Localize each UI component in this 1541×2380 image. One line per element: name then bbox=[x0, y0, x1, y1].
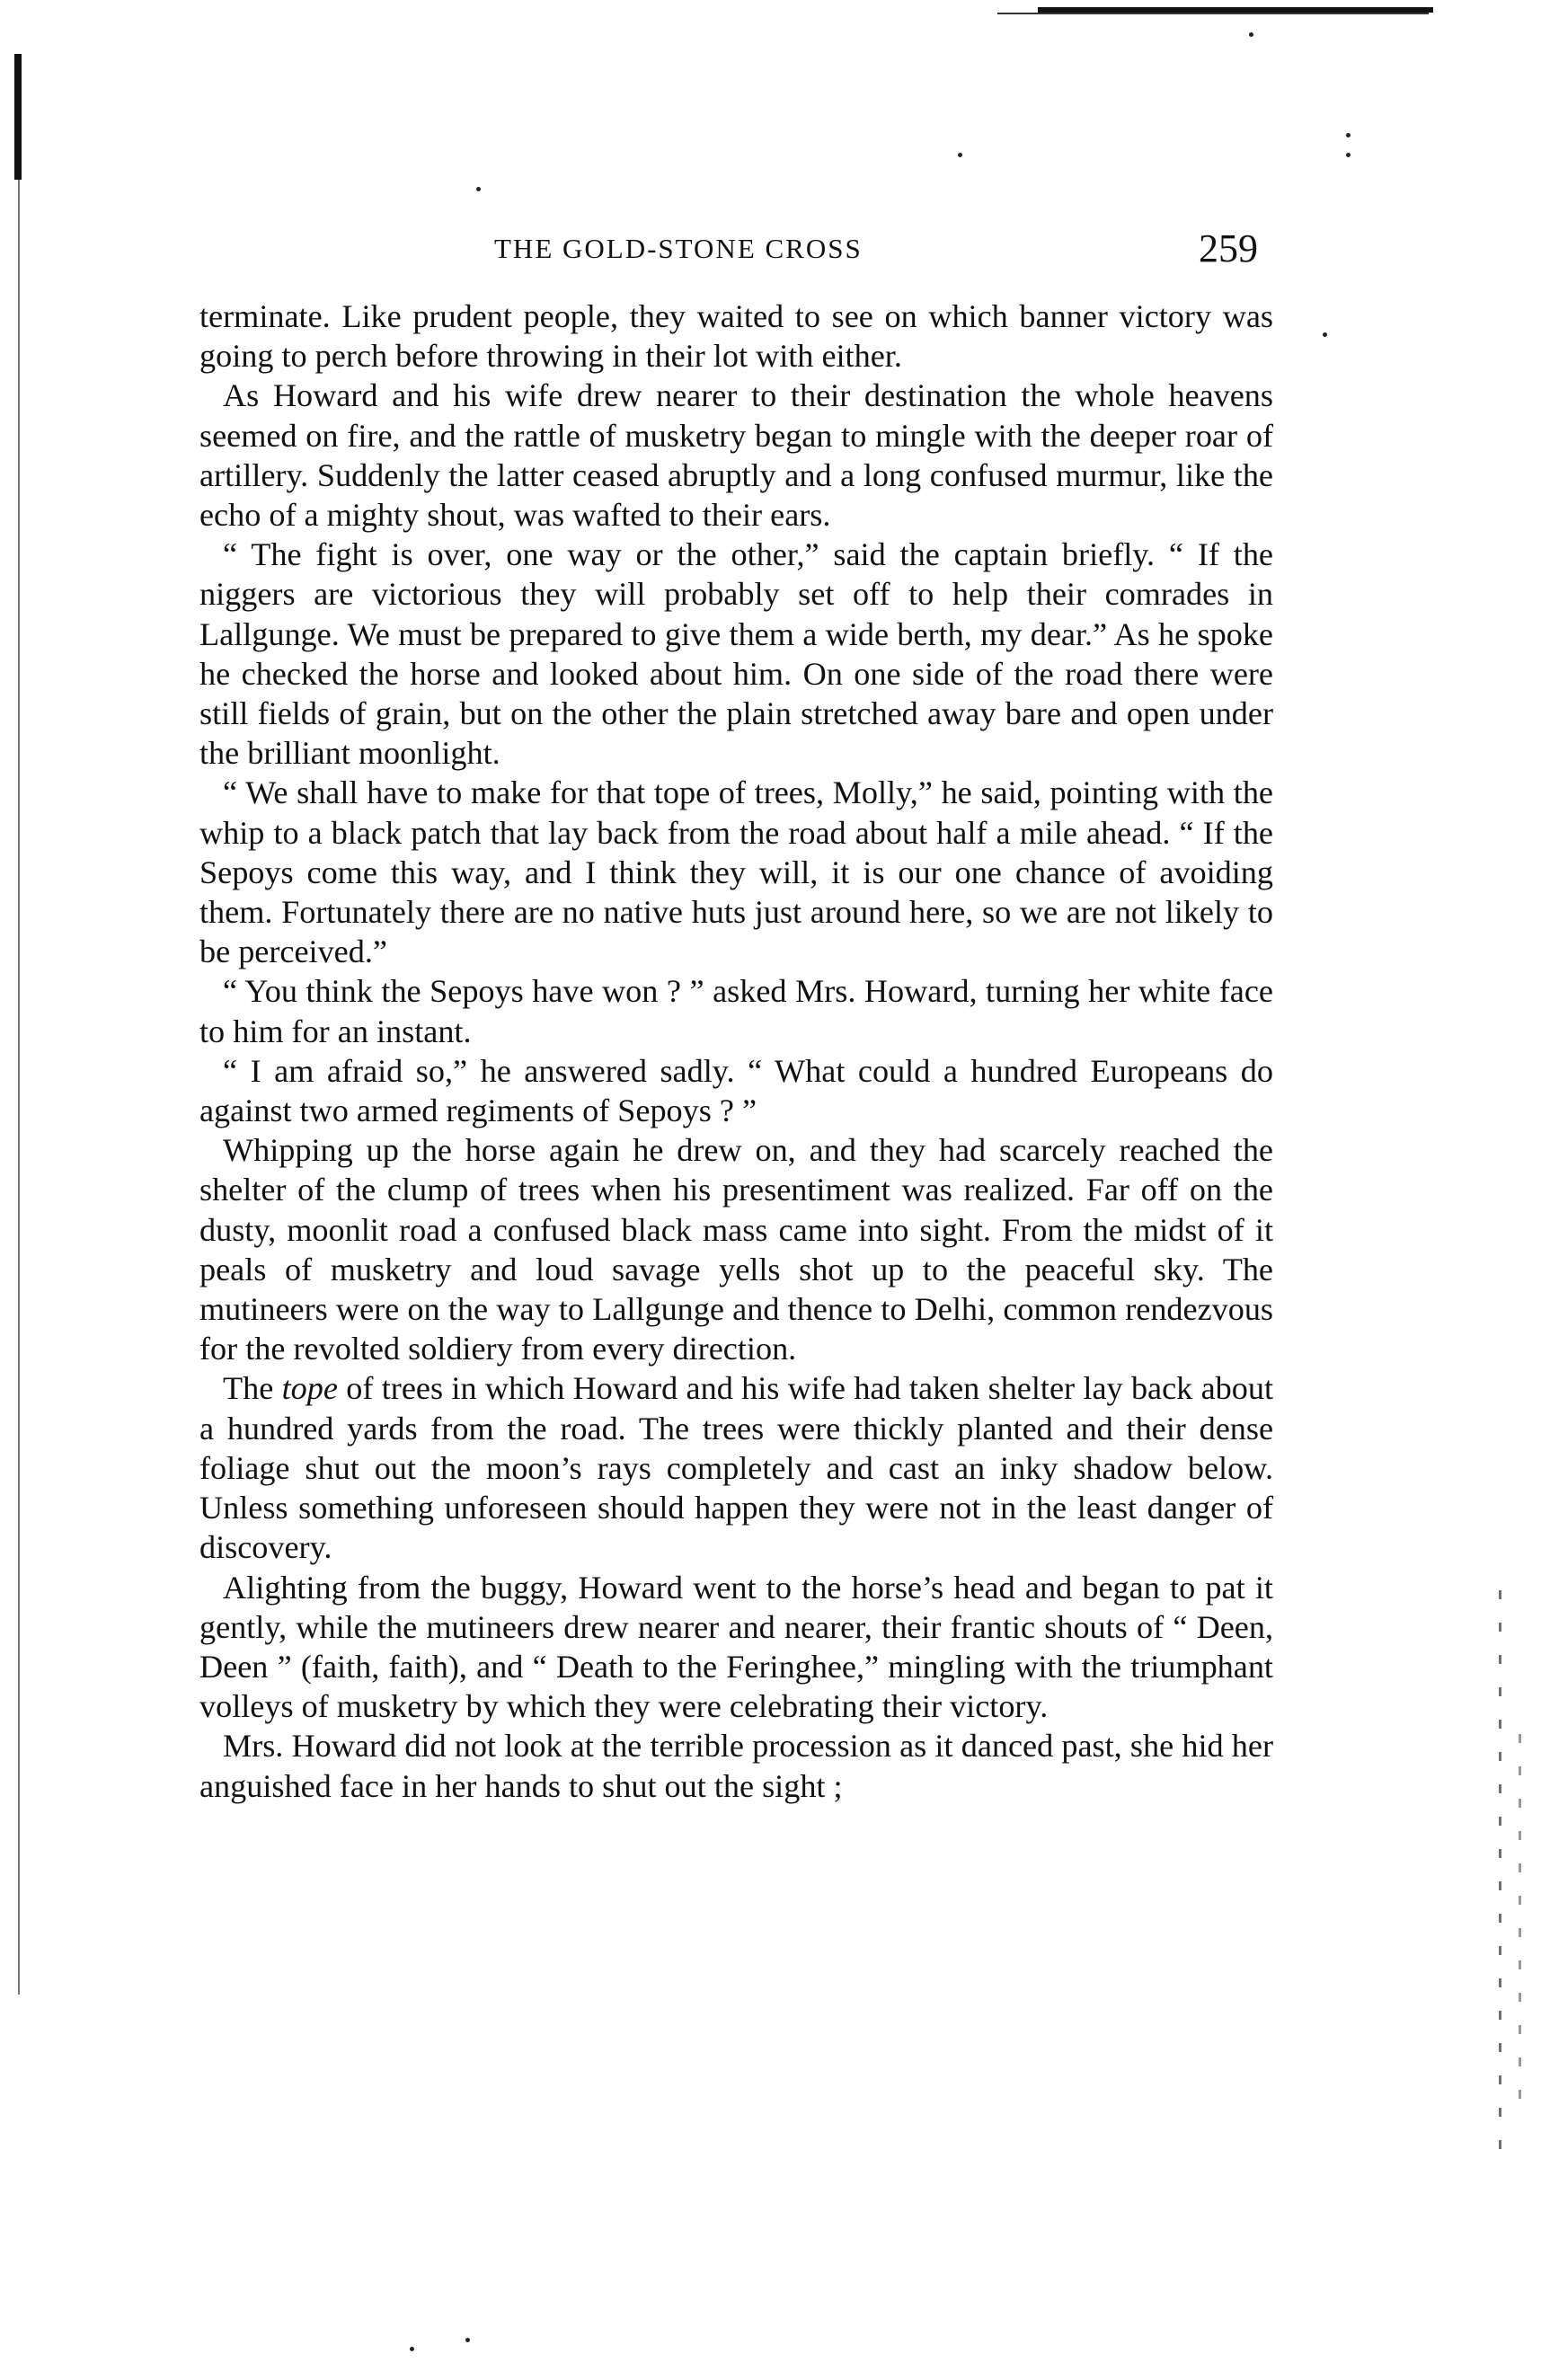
paragraph: Whipping up the horse again he drew on, and they had scarcely reached the shelter of the clump of trees when his presentiment was realized. Far off on the dusty, moonlit road a confused black mass came into sight. From the midst of it peals of musketry and loud savage yells shot up to the peaceful sky. The mutineers were on the way to Lallgunge and thence to Delhi, common rendezvous for the revolted soldiery from every direction. bbox=[199, 1132, 1273, 1367]
page-number: 259 bbox=[1199, 226, 1258, 270]
scan-speck bbox=[410, 2347, 414, 2351]
paragraph: terminate. Like prudent people, they waited to see on which banner victory was going to perch before throwing in their lot with either. bbox=[199, 298, 1273, 375]
italic-term: tope bbox=[281, 1370, 338, 1407]
scan-binding-shadow bbox=[18, 180, 20, 1995]
body-text bbox=[199, 296, 1273, 1806]
scan-speck bbox=[958, 153, 962, 157]
paragraph: “ We shall have to make for that tope of trees, Molly,” he said, pointing with the whip to a black patch that lay back from the road about half a mile ahead. “ If the Sepoys come this way, and I think they will, it is our one chance of avoiding them. Fortunately there are no native huts just around here, so we are not likely to be perceived.” bbox=[199, 774, 1273, 970]
scan-speck bbox=[465, 2338, 470, 2342]
paragraph-text: of trees in which Howard and his wife had taken shelter lay back about a hundred yards from the road. The trees were thickly planted and their dense foliage shut out the moon’s rays completely and cast an inky shadow below. Unless something unforeseen should happen they were not in the least danger of discovery. bbox=[199, 1370, 1273, 1566]
scan-speck bbox=[476, 187, 481, 191]
paragraph-text: The bbox=[223, 1370, 282, 1407]
paragraph: As Howard and his wife drew nearer to their destination the whole heavens seemed on fire, and the rattle of musketry began to mingle with the deeper roar of artillery. Suddenly the latter ceased abruptly and a long confused murmur, like the echo of a mighty shout, was wafted to their ears. bbox=[199, 377, 1273, 534]
paragraph: Mrs. Howard did not look at the terrible procession as it danced past, she hid her anguished face in her hands to shut out the sight ; bbox=[199, 1728, 1273, 1804]
scan-speck bbox=[1323, 332, 1327, 337]
paragraph bbox=[199, 1368, 1273, 1567]
scan-speck bbox=[1249, 32, 1253, 37]
scan-edge-mark bbox=[997, 13, 1429, 14]
paragraph: Alighting from the buggy, Howard went to the horse’s head and began to pat it gently, while the mutineers drew nearer and nearer, their frantic shouts of “ Deen, Deen ” (faith, faith), and “ Death to the Feringhee,” mingling with the triumphant volleys of musketry by which they were celebrating their victory. bbox=[199, 1569, 1273, 1725]
scan-speck bbox=[1346, 153, 1351, 157]
running-head bbox=[202, 226, 1294, 274]
scan-binding-shadow bbox=[14, 54, 22, 180]
paragraph: “ I am afraid so,” he answered sadly. “ What could a hundred Europeans do against two armed regiments of Sepoys ? ” bbox=[199, 1052, 1273, 1129]
scan-bleed-through bbox=[1519, 1734, 1521, 2111]
running-title: THE GOLD-STONE CROSS bbox=[494, 233, 863, 264]
paragraph: “ The fight is over, one way or the other,” said the captain briefly. “ If the niggers are victorious they will probably set off to help their comrades in Lallgunge. We must be prepared to give them a wide berth, my dear.” As he spoke he checked the horse and looked about him. On one side of the road there were still fields of grain, but on the other the plain stretched away bare and open under the brilliant moonlight. bbox=[199, 536, 1273, 772]
scan-speck bbox=[1346, 133, 1351, 137]
scan-bleed-through bbox=[1499, 1590, 1501, 2165]
paragraph: “ You think the Sepoys have won ? ” asked Mrs. Howard, turning her white face to him for an instant. bbox=[199, 973, 1273, 1049]
